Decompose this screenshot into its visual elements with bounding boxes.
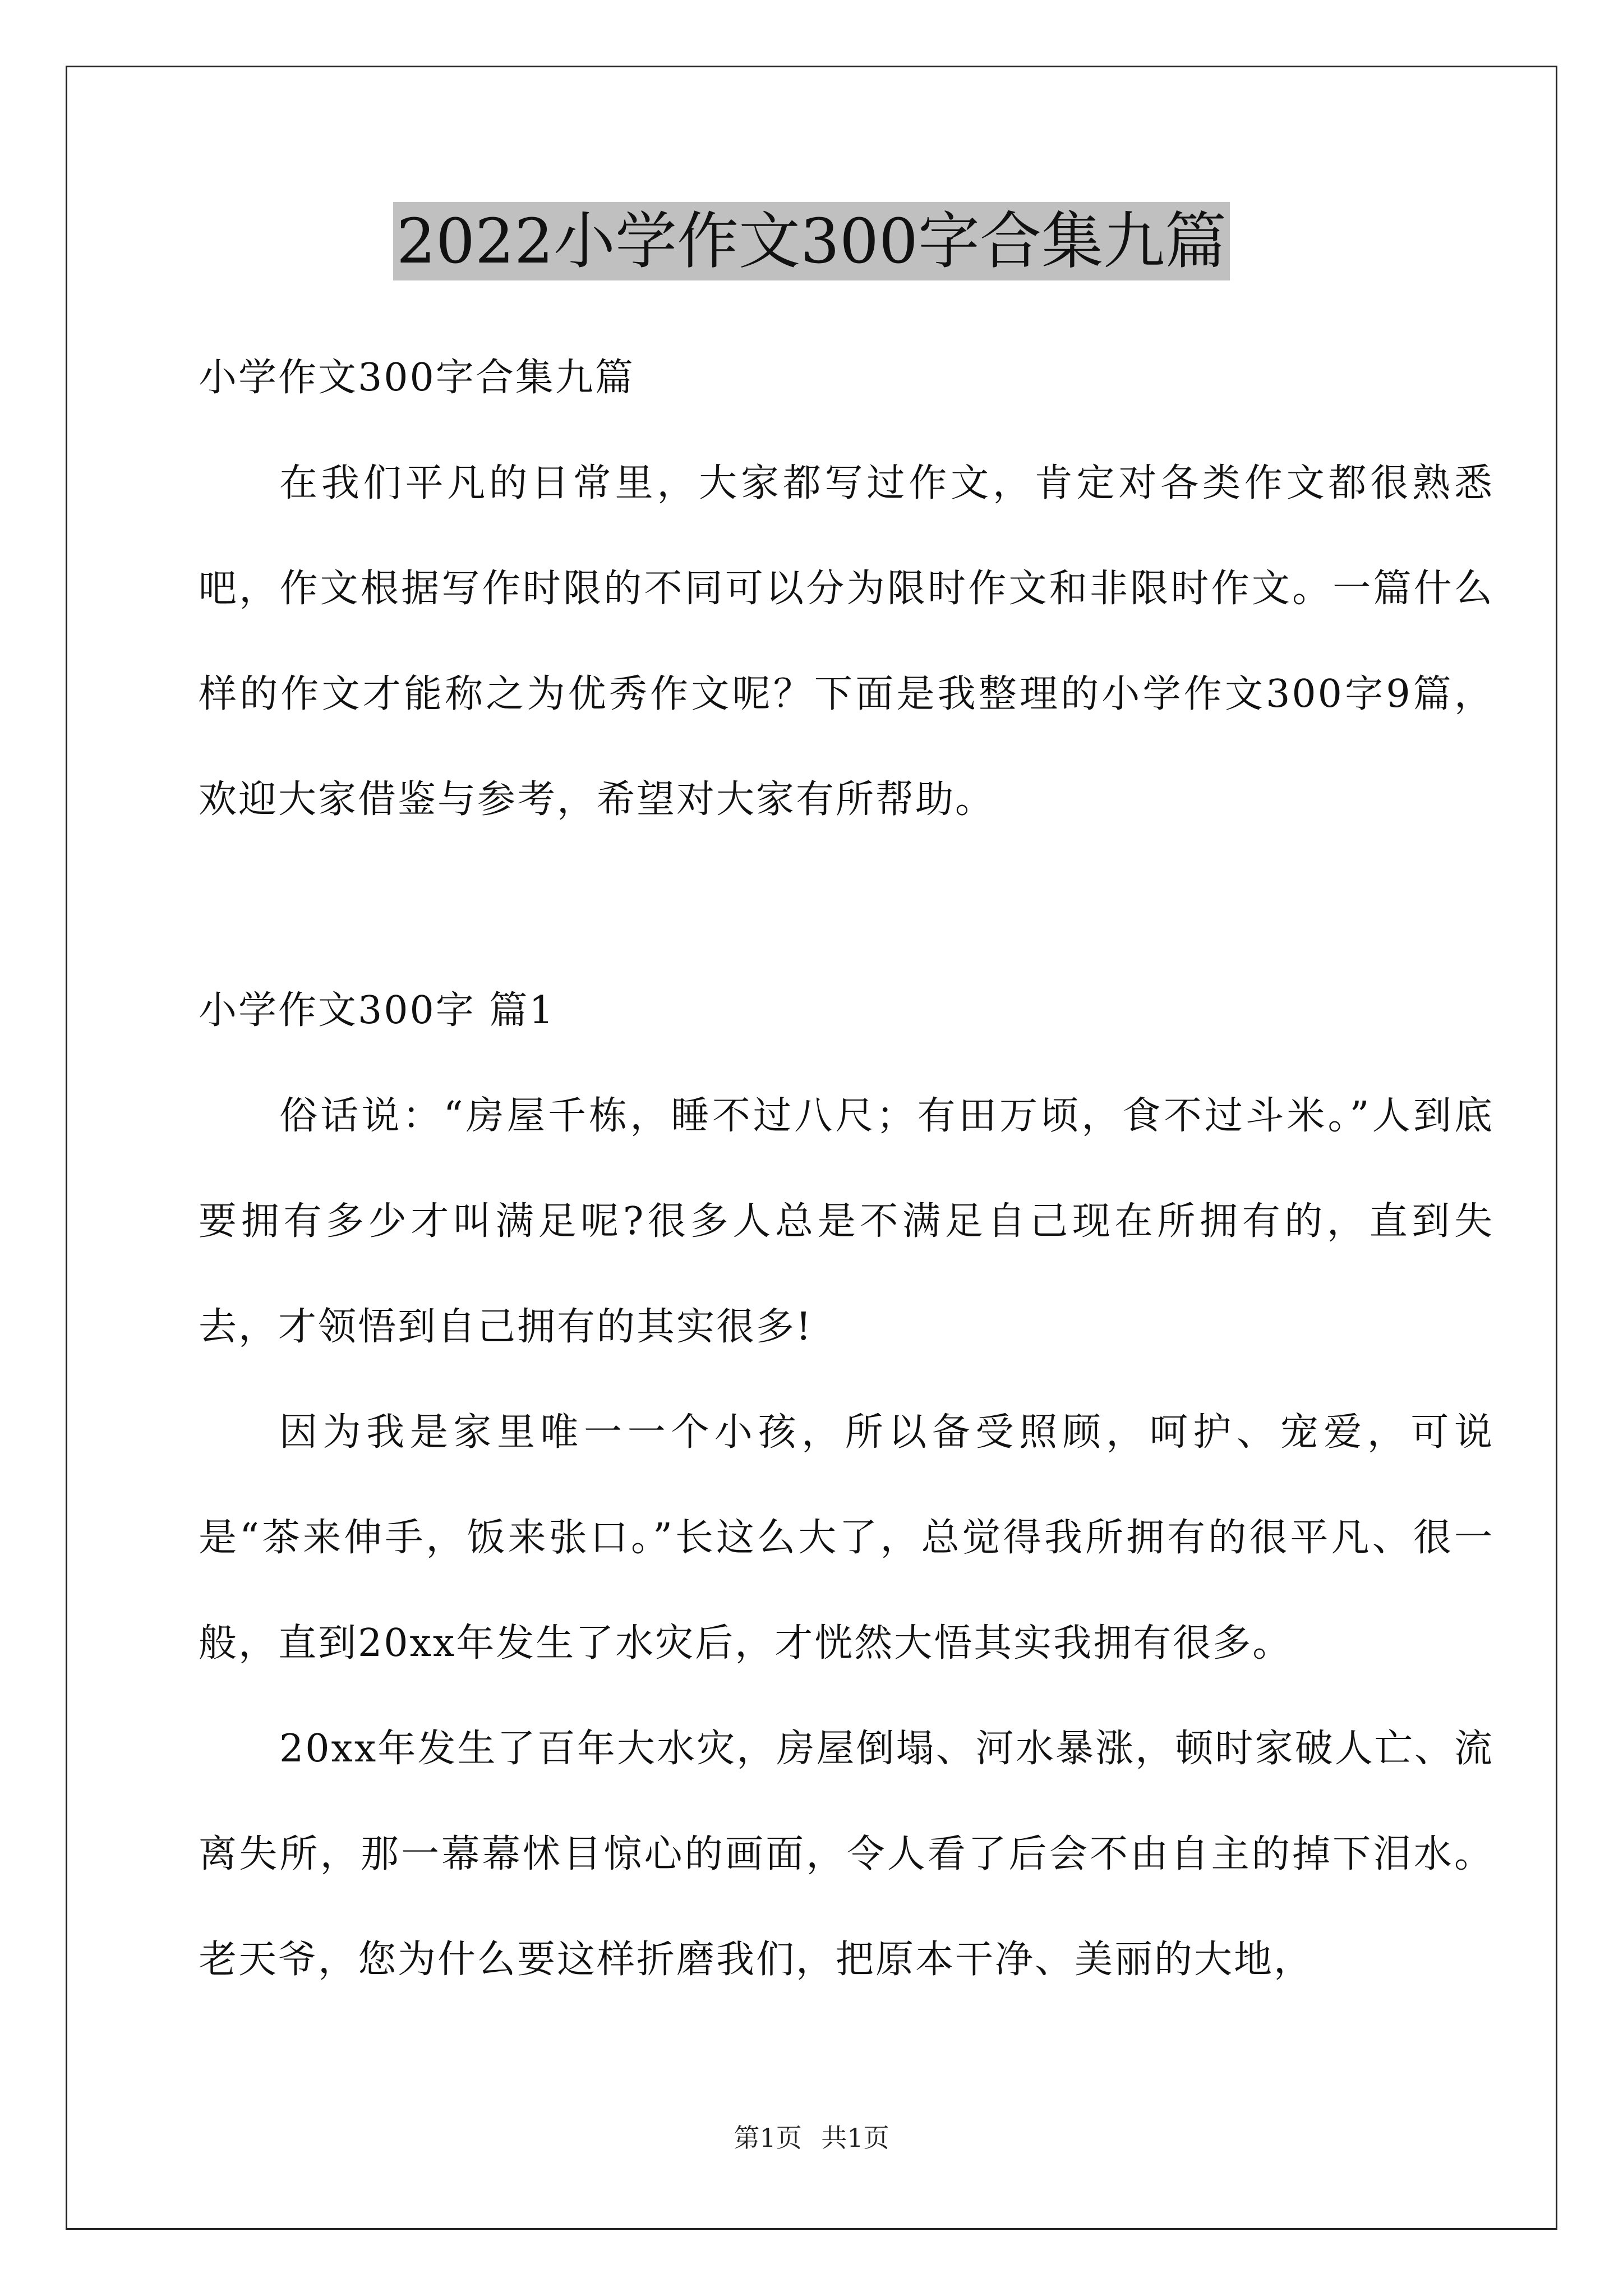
subtitle: 小学作文300字合集九篇: [199, 356, 635, 400]
body-paragraph-2: 因为我是家里唯一一个小孩，所以备受照顾，呵护、宠爱，可说是“茶来伸手，饭来张口。”长这么大了，总觉得我所拥有的很平凡、很一般，直到20xx年发生了水灾后，才恍然大悟其实我拥有很多。: [199, 1410, 1494, 1665]
title-area: [0, 202, 1623, 280]
body-paragraph-3: 20xx年发生了百年大水灾，房屋倒塌、河水暴涨，顿时家破人亡、流离失所，那一幕幕怵目惊心的画面，令人看了后会不由自主的掉下泪水。老天爷，您为什么要这样折磨我们，把原本干净、美丽的大地，: [199, 1727, 1494, 1982]
section-gap: [199, 853, 1494, 958]
document-title: 2022小学作文300字合集九篇: [393, 202, 1230, 280]
page-footer: 第1页 共1页: [734, 2123, 889, 2153]
body-paragraph-1: 俗话说：“房屋千栋，睡不过八尺；有田万顷，食不过斗米。”人到底要拥有多少才叫满足呢?很多人总是不满足自己现在所拥有的，直到失去，才领悟到自己拥有的其实很多!: [199, 1094, 1494, 1349]
intro-paragraph: 在我们平凡的日常里，大家都写过作文，肯定对各类作文都很熟悉吧，作文根据写作时限的不同可以分为限时作文和非限时作文。一篇什么样的作文才能称之为优秀作文呢？下面是我整理的小学作文300字9篇，欢迎大家借鉴与参考，希望对大家有所帮助。: [199, 461, 1494, 822]
document-body: [199, 325, 1494, 2013]
section-heading: 小学作文300字 篇1: [199, 988, 555, 1033]
